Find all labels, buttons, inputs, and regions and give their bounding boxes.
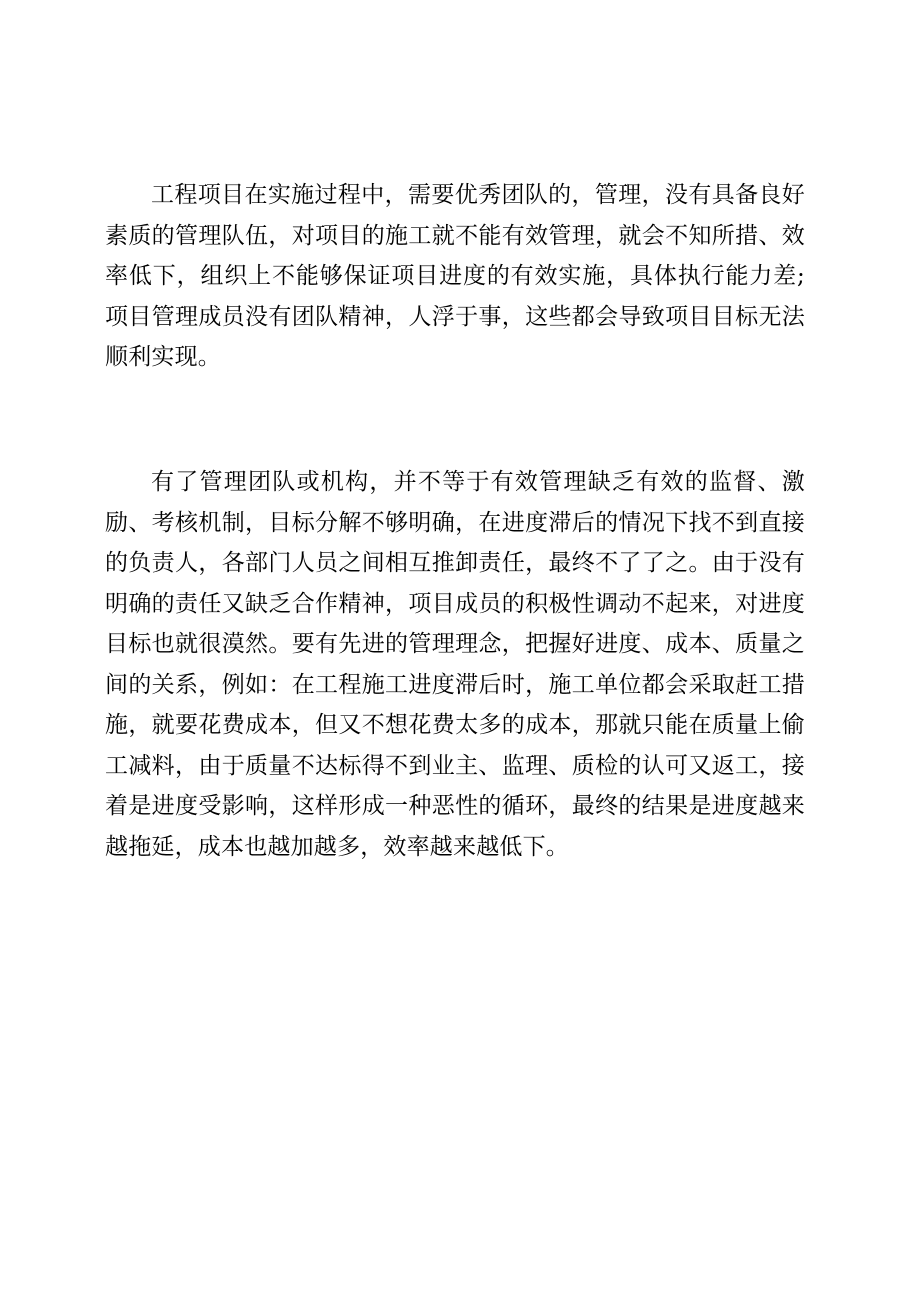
body-paragraph-2: 有了管理团队或机构，并不等于有效管理缺乏有效的监督、激励、考核机制，目标分解不够明确，在进度滞后的情况下找不到直接的负责人，各部门人员之间相互推卸责任，最终不了了之。由于没有明确的责任又缺乏合作精神，项目成员的积极性调动不起来，对进度目标也就很漠然。要有先进的管理理念，把握好进度、成本、质量之间的关系，例如：在工程施工进度滞后时，施工单位都会采取赶工措施，就要花费成本，但又不想花费太多的成本，那就只能在质量上偷工减料，由于质量不达标得不到业主、监理、质检的认可又返工，接着是进度受影响，这样形成一种恶性的循环，最终的结果是进度越来越拖延，成本也越加越多，效率越来越低下。 <box>105 469 805 860</box>
body-paragraph-1: 工程项目在实施过程中，需要优秀团队的，管理，没有具备良好素质的管理队伍，对项目的施工就不能有效管理，就会不知所措、效率低下，组织上不能够保证项目进度的有效实施，具体执行能力差;项目管理成员没有团队精神，人浮于事，这些都会导致项目目标无法顺利实现。 <box>105 182 805 370</box>
